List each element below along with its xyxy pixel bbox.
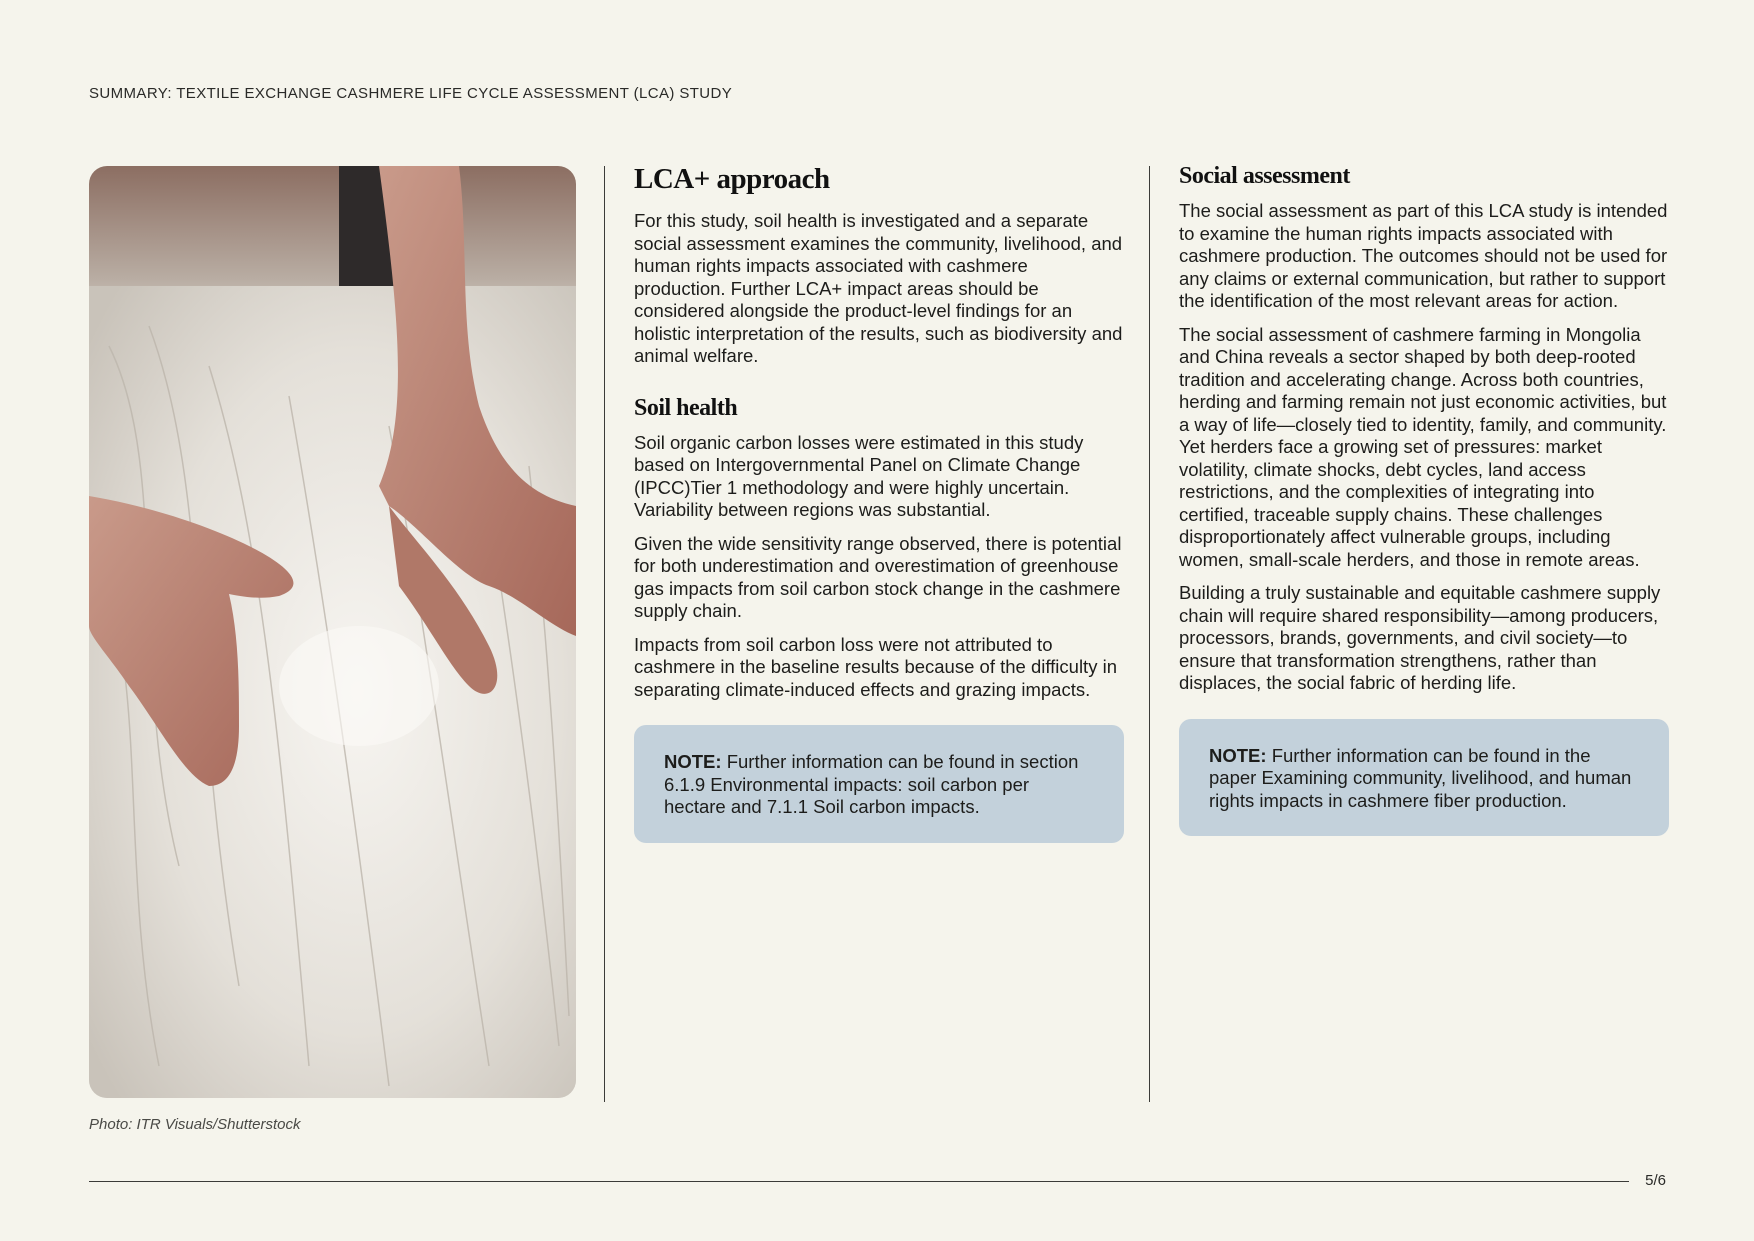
paragraph: For this study, soil health is investigated and a separate social assessment examines the community, livelihood, and human rights impacts associated with cashmere production. Further LCA+ impact areas should be considered alongside the product-level findings for an holistic interpretation of the results, such as biodiversity and animal welfare.	[634, 210, 1123, 366]
note-label: NOTE:	[664, 751, 722, 772]
section-heading: LCA+ approach	[634, 163, 830, 195]
lca-plus-column	[634, 160, 1124, 843]
subsection-heading: Soil health	[634, 394, 738, 421]
paragraph: Building a truly sustainable and equitable cashmere supply chain will require shared responsibility—among producers, processors, brands, governments, and civil society—to ensure that transformation strengthens, rather than displaces, the social fabric of herding life.	[1179, 582, 1661, 693]
paragraph: The social assessment as part of this LCA study is intended to examine the human rights impacts associated with cashmere production. The outcomes should not be used for any claims or external communication, but rather to support the identification of the most relevant areas for action.	[1179, 200, 1668, 311]
social-assessment-column	[1179, 160, 1669, 836]
note-label: NOTE:	[1209, 744, 1267, 766]
note-box	[634, 725, 1124, 843]
cashmere-goat-photo	[89, 166, 576, 1098]
goat-fleece-image	[89, 166, 576, 1098]
section-heading: Social assessment	[1179, 163, 1350, 189]
note-text: Further information can be found in the paper Examining community, livelihood, and human rights impacts in cashmere fiber production.	[1209, 744, 1632, 811]
paragraph: Impacts from soil carbon loss were not attributed to cashmere in the baseline results because of the difficulty in separating climate-induced effects and grazing impacts.	[634, 633, 1117, 700]
paragraph: Soil organic carbon losses were estimated in this study based on Intergovernmental Panel on Climate Change (IPCC)Tier 1 methodology and were highly uncertain. Variability between regions was substantial.	[634, 431, 1084, 520]
column-divider	[1149, 166, 1150, 1102]
note-box	[1179, 719, 1669, 837]
note-text: Further information can be found in section 6.1.9 Environmental impacts: soil carbon per hectare and 7.1.1 Soil carbon impacts.	[664, 751, 1079, 817]
photo-caption: Photo: ITR Visuals/Shutterstock	[89, 1116, 301, 1133]
column-divider	[604, 166, 605, 1102]
page-number: 5/6	[1645, 1172, 1666, 1189]
paragraph: Given the wide sensitivity range observed, there is potential for both underestimation and overestimation of greenhouse gas impacts from soil carbon stock change in the cashmere supply chain.	[634, 532, 1122, 621]
footer-rule	[89, 1181, 1629, 1182]
paragraph: The social assessment of cashmere farming in Mongolia and China reveals a sector shaped by both deep-rooted tradition and accelerating change. Across both countries, herding and farming remain not just economic activities, but a way of life—closely tied to identity, family, and community. Yet herders face a growing set of pressures: market volatility, climate shocks, debt cycles, land access restrictions, and the complexities of integrating into certified, traceable supply chains. These challenges disproportionately affect vulnerable groups, including women, small-scale herders, and those in remote areas.	[1179, 323, 1667, 570]
document-header: SUMMARY: TEXTILE EXCHANGE CASHMERE LIFE CYCLE ASSESSMENT (LCA) STUDY	[89, 85, 733, 102]
